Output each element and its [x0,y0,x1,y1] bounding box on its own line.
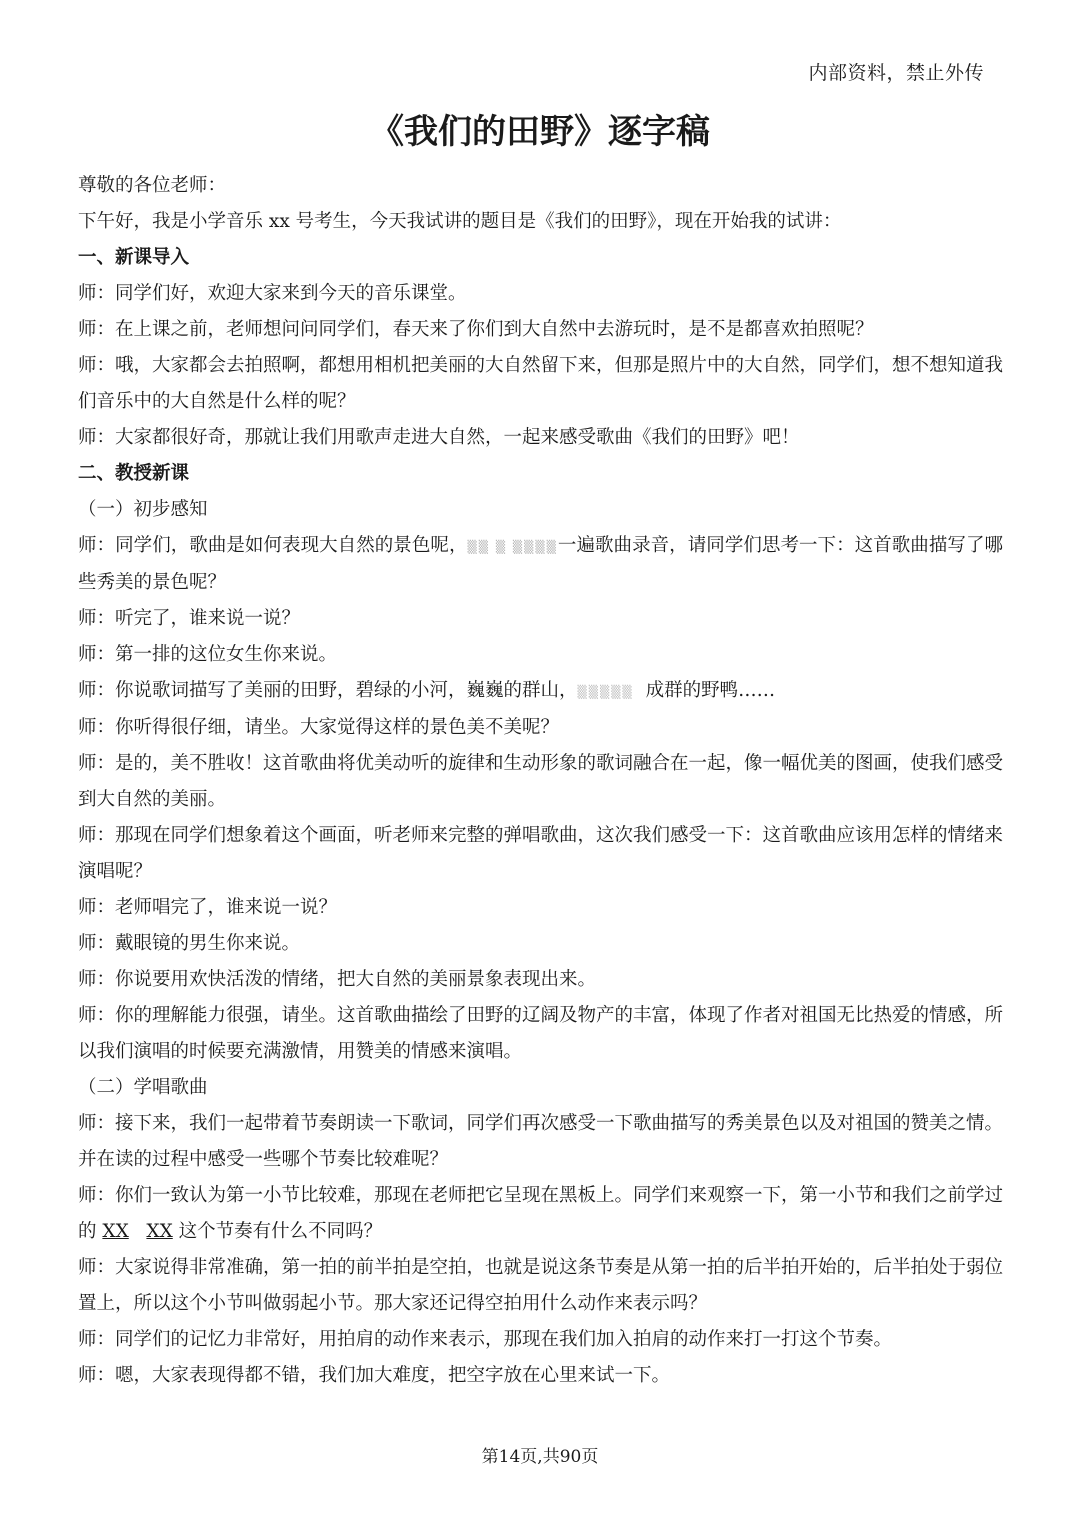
paragraph-text: 师：同学们，歌曲是如何表现大自然的景色呢， [78,535,468,556]
paragraph: 师：是的，美不胜收！这首歌曲将优美动听的旋律和生动形象的歌词融合在一起，像一幅优美的图画，使我们感受到大自然的美丽。 [78,753,1004,810]
paragraph: 师：听完了，谁来说一说？ [78,608,301,629]
paragraph: 师：同学们好，欢迎大家来到今天的音乐课堂。 [78,283,467,304]
paragraph-text: 师：你说歌词描写了美丽的田野，碧绿的小河，巍巍的群山， [78,680,578,701]
paragraph: 师：同学们的记忆力非常好，用拍肩的动作来表示，那现在我们加入拍肩的动作来打一打这个节奏。 [78,1329,893,1350]
paragraph: 师：你听得很仔细，请坐。大家觉得这样的景色美不美呢？ [78,717,560,738]
paragraph [78,1178,1003,1250]
paragraph [78,673,1003,710]
paragraph: 师：大家都很好奇，那就让我们用歌声走进大自然，一起来感受歌曲《我们的田野》吧！ [78,427,800,448]
paragraph: 师：你的理解能力很强，请坐。这首歌曲描绘了田野的辽阔及物产的丰富，体现了作者对祖国无比热爱的情感，所以我们演唱的时候要充满激情，用赞美的情感来演唱。 [78,1005,1004,1062]
confidential-note: 内部资料，禁止外传 [808,62,984,84]
paragraph: 师：戴眼镜的男生你来说。 [78,933,301,954]
illegible-text: ▒▒ ▒ ▒▒▒▒ [467,540,558,554]
page-number: 第14页,共90页 [481,1447,599,1467]
document-body [78,168,1003,1394]
document-title: 《我们的田野》逐字稿 [370,112,710,152]
paragraph: 师：第一排的这位女生你来说。 [78,644,338,665]
intro-line: 下午好，我是小学音乐 xx 号考生，今天我试讲的题目是《我们的田野》，现在开始我的试讲： [78,211,842,232]
section-heading-intro: 一、新课导入 [78,247,190,268]
illegible-text: ▒▒▒▒▒ [577,685,634,699]
paragraph: 师：在上课之前，老师想问问同学们，春天来了你们到大自然中去游玩时，是不是都喜欢拍照呢？ [78,319,874,340]
paragraph [78,528,1003,601]
greeting-line: 尊敬的各位老师： [78,175,227,196]
paragraph: 师：嗯，大家表现得都不错，我们加大难度，把空字放在心里来试一下。 [78,1365,671,1386]
paragraph: 师：大家说得非常准确，第一拍的前半拍是空拍，也就是说这条节奏是从第一拍的后半拍开始的，后半拍处于弱位置上，所以这个小节叫做弱起小节。那大家还记得空拍用什么动作来表示吗？ [78,1257,1004,1314]
paragraph-text: 一遍歌曲录音，请同学们思考一下：这首歌曲描写了哪些秀美的景色呢？ [78,535,1003,593]
paragraph-text: 成群的野鸭…… [645,680,776,701]
paragraph-text: 这个节奏有什么不同吗？ [178,1221,383,1242]
section-heading-teaching: 二、教授新课 [78,463,190,484]
paragraph: 师：哦，大家都会去拍照啊，都想用相机把美丽的大自然留下来，但那是照片中的大自然，同学们，想不想知道我们音乐中的大自然是什么样的呢？ [78,355,1004,412]
subsection-heading-learn-song: （二）学唱歌曲 [78,1077,208,1098]
paragraph: 师：接下来，我们一起带着节奏朗读一下歌词，同学们再次感受一下歌曲描写的秀美景色以及对祖国的赞美之情。并在读的过程中感受一些哪个节奏比较难呢？ [78,1113,1004,1170]
rhythm-notation: XX [146,1221,173,1242]
paragraph: 师：老师唱完了，谁来说一说？ [78,897,338,918]
subsection-heading-perception: （一）初步感知 [78,499,208,520]
paragraph: 师：你说要用欢快活泼的情绪，把大自然的美丽景象表现出来。 [78,969,597,990]
rhythm-notation: XX [102,1221,129,1242]
paragraph-text: 师：你们一致认为第一小节比较难，那现在老师把它呈现在黑板上。同学们来观察一下，第一小节和我们之前学过的 [78,1185,1004,1242]
paragraph: 师：那现在同学们想象着这个画面，听老师来完整的弹唱歌曲，这次我们感受一下：这首歌曲应该用怎样的情绪来演唱呢？ [78,825,1004,882]
